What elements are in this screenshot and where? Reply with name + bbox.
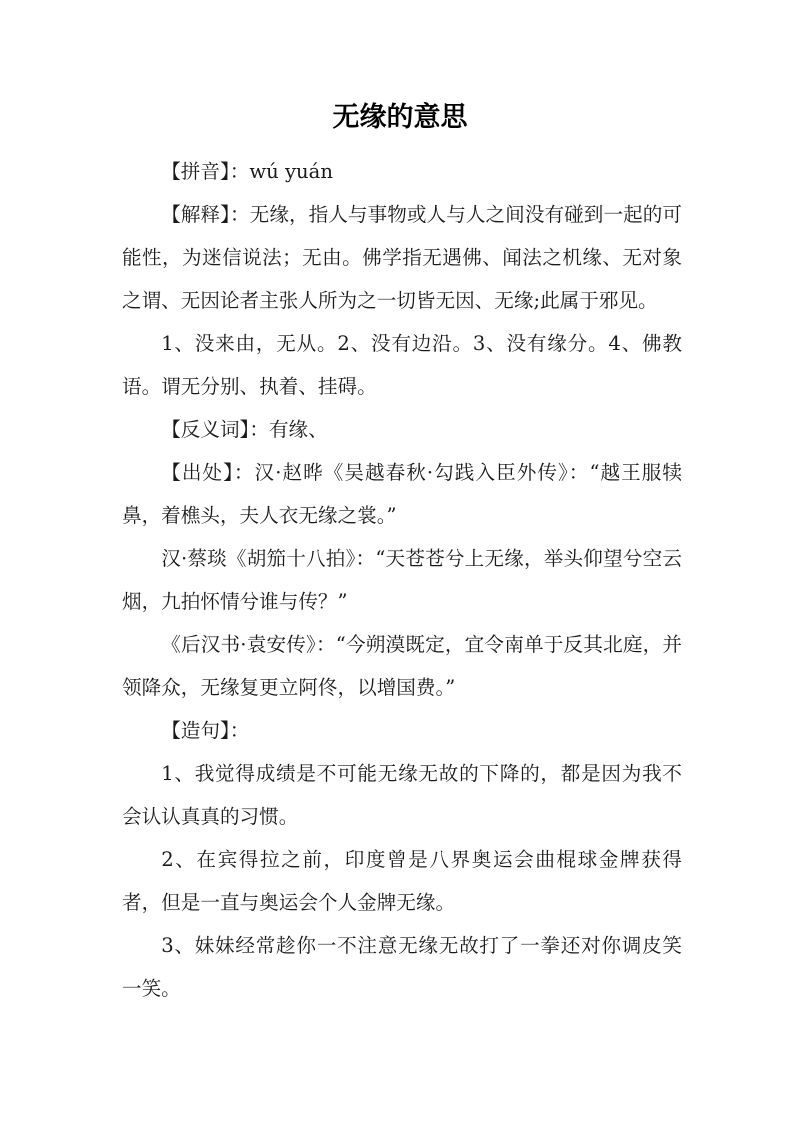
page-title: 无缘的意思 <box>332 102 468 133</box>
example-sentences-heading: 【造句】： <box>161 719 250 742</box>
source-quote-hou-han-shu: 《后汉书·袁安传》：“今朔漠既定，宜令南单于反其北庭，并领降众，无缘复更立阿佟，以增国费。” <box>122 633 682 699</box>
example-sentence-1: 1、我觉得成绩是不可能无缘无故的下降的，都是因为我不会认认真真的习惯。 <box>122 762 682 828</box>
source-quote-cai-yan: 汉·蔡琰《胡笳十八拍》：“天苍苍兮上无缘，举头仰望兮空云烟，九拍怀情兮谁与传？” <box>122 547 682 613</box>
explanation-paragraph: 【解释】：无缘，指人与事物或人与人之间没有碰到一起的可能性，为迷信说法；无由。佛学指无遇佛、闻法之机缘、无对象之谓、无因论者主张人所为之一切皆无因、无缘;此属于邪见。 <box>122 203 682 312</box>
antonym-paragraph: 【反义词】：有缘、 <box>161 418 328 441</box>
example-sentence-2: 2、在宾得拉之前，印度曾是八界奥运会曲棍球金牌获得者，但是一直与奥运会个人金牌无缘。 <box>122 848 682 914</box>
example-sentence-3: 3、妹妹经常趁你一不注意无缘无故打了一拳还对你调皮笑一笑。 <box>122 934 682 1000</box>
meanings-paragraph: 1、没来由，无从。2、没有边沿。3、没有缘分。4、佛教语。谓无分别、执着、挂碍。 <box>122 332 682 398</box>
source-paragraph: 【出处】：汉·赵晔《吴越春秋·勾践入臣外传》：“越王服犊鼻，着樵头，夫人衣无缘之裳。” <box>122 461 682 527</box>
document-body <box>122 150 682 1010</box>
pinyin-paragraph: 【拼音】：wú yuán <box>161 160 333 183</box>
